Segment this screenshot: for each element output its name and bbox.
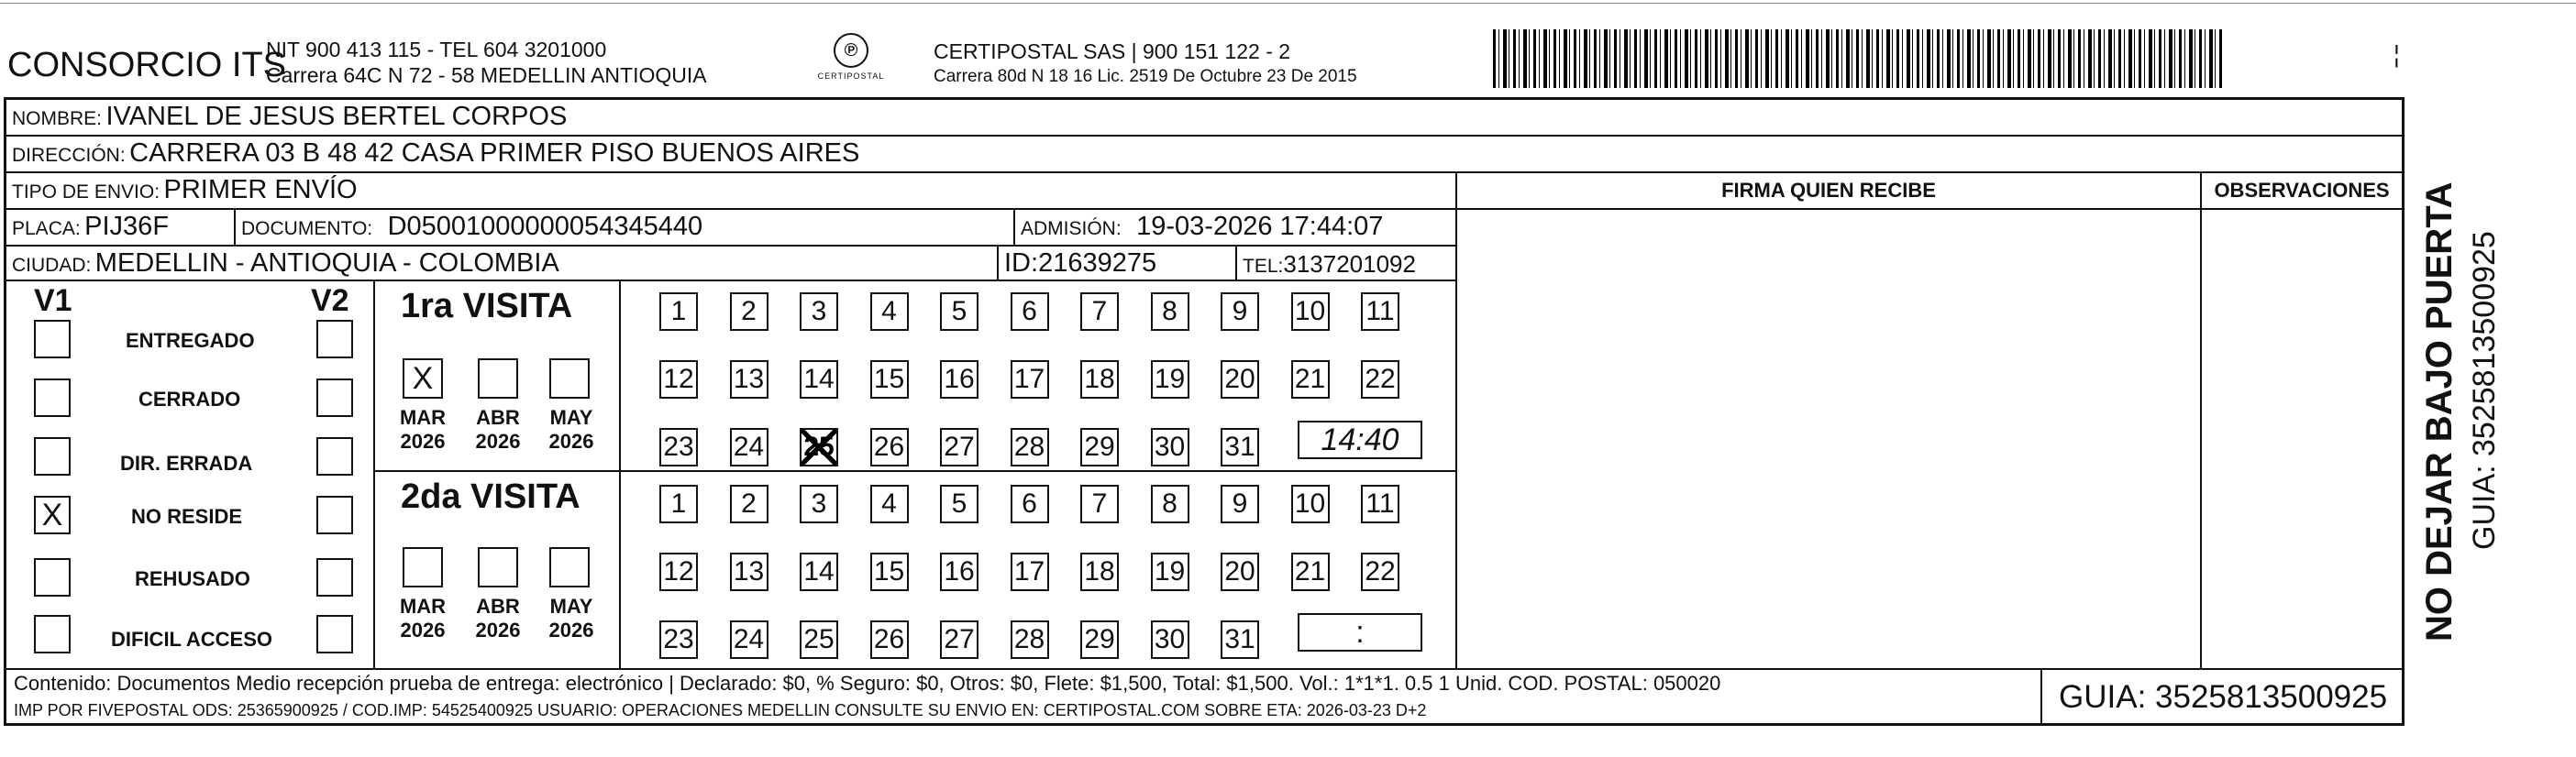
status-entregado: ENTREGADO — [126, 329, 255, 352]
divider — [2200, 171, 2202, 668]
day-box[interactable]: 24 — [730, 428, 768, 466]
visit1-title: 1ra VISITA — [401, 287, 573, 325]
month-year: 2026 — [475, 430, 521, 453]
v2-checkbox-dificil-acceso[interactable] — [316, 615, 353, 653]
month-year: 2026 — [548, 619, 594, 642]
day-box[interactable]: 20 — [1221, 360, 1259, 399]
visit1-month-abr — [470, 406, 525, 454]
day-box[interactable]: 31 — [1221, 620, 1259, 659]
documento-label: DOCUMENTO: — [241, 218, 373, 239]
admision-cell — [1021, 212, 1383, 242]
id-value: 21639275 — [1038, 248, 1157, 278]
month-name: ABR — [476, 406, 520, 429]
visit1-month-may-checkbox[interactable] — [549, 358, 590, 399]
day-box[interactable]: 27 — [940, 620, 978, 659]
day-box[interactable]: 7 — [1080, 485, 1119, 523]
day-box[interactable]: 29 — [1080, 428, 1119, 466]
v2-checkbox-rehusado[interactable] — [316, 558, 353, 597]
footer-imp: IMP POR FIVEPOSTAL ODS: 25365900925 / COD.IMP: 54525400925 USUARIO: OPERACIONES MEDELLIN CONSULTE SU ENVIO EN: CERTIPOSTAL.COM SOBRE ETA: 2026-03-23 D+2 — [14, 701, 1427, 719]
day-box[interactable]: 14 — [800, 553, 838, 591]
status-dir-errada: DIR. ERRADA — [120, 452, 253, 475]
month-year: 2026 — [548, 430, 594, 453]
v1-checkbox-no-reside[interactable]: X — [34, 496, 71, 534]
divider — [1455, 171, 1457, 668]
company-nit: NIT 900 413 115 - TEL 604 3201000 — [266, 38, 607, 61]
day-box[interactable]: 12 — [659, 360, 698, 399]
day-box[interactable]: 15 — [870, 360, 909, 399]
divider — [6, 171, 2402, 173]
day-box[interactable]: 5 — [940, 485, 978, 523]
day-box[interactable]: 8 — [1151, 292, 1189, 331]
visit2-month-may-checkbox[interactable] — [549, 547, 590, 587]
nombre-label: NOMBRE: — [12, 108, 103, 129]
company-info — [266, 37, 707, 88]
footer-contenido: Contenido: Documentos Medio recepción prueba de entrega: electrónico | Declarado: $0, % Seguro: $0, Otros: $0, Flete: $1,500, Total: $1,500. Vol.: 1*1*1. 0.5 1 Unid. COD. POSTAL: 050020 — [14, 672, 1721, 695]
day-box[interactable]: 10 — [1291, 485, 1330, 523]
day-box[interactable]: 24 — [730, 620, 768, 659]
carrier-info — [934, 38, 1357, 90]
day-box[interactable]: 20 — [1221, 553, 1259, 591]
day-box[interactable]: 26 — [870, 620, 909, 659]
edge-mark: ¦ — [2394, 40, 2400, 68]
day-box[interactable]: 9 — [1221, 292, 1259, 331]
visit1-month-mar — [395, 406, 450, 454]
nombre-row — [12, 102, 567, 132]
day-box[interactable]: 13 — [730, 553, 768, 591]
visit1-month-abr-checkbox[interactable] — [478, 358, 518, 399]
day-box[interactable]: 25 — [800, 428, 838, 466]
ciudad-label: CIUDAD: — [12, 255, 92, 276]
day-box[interactable]: 6 — [1011, 485, 1049, 523]
divider — [6, 208, 2402, 210]
divider — [6, 135, 2402, 137]
visit2-month-mar — [395, 595, 450, 642]
day-box[interactable]: 28 — [1011, 428, 1049, 466]
day-box[interactable]: 22 — [1361, 553, 1399, 591]
day-box[interactable]: 2 — [730, 485, 768, 523]
admision-value: 19-03-2026 17:44:07 — [1136, 212, 1384, 241]
tipo-label: TIPO DE ENVIO: — [12, 181, 160, 203]
carrier-license: Carrera 80d N 18 16 Lic. 2519 De Octubre 23 De 2015 — [934, 67, 1357, 86]
tel-cell — [1243, 250, 1416, 279]
day-box[interactable]: 4 — [870, 292, 909, 331]
id-cell — [1004, 248, 1156, 279]
delivery-form — [4, 97, 2405, 726]
day-box[interactable]: 8 — [1151, 485, 1189, 523]
divider — [997, 245, 999, 280]
visit1-time[interactable]: 14:40 — [1298, 421, 1422, 459]
visit2-month-may — [544, 595, 599, 642]
v2-checkbox-entregado[interactable] — [316, 320, 353, 358]
tel-label: TEL: — [1243, 256, 1284, 277]
day-box[interactable]: 2 — [730, 292, 768, 331]
day-box[interactable]: 22 — [1361, 360, 1399, 399]
divider — [6, 245, 1455, 247]
v2-checkbox-cerrado[interactable] — [316, 378, 353, 417]
day-box[interactable]: 21 — [1291, 553, 1330, 591]
side-warning: NO DEJAR BAJO PUERTA — [2419, 181, 2460, 642]
day-box[interactable]: 18 — [1080, 553, 1119, 591]
observaciones-header: OBSERVACIONES — [2214, 179, 2390, 202]
placa-cell — [12, 212, 169, 242]
day-box[interactable]: 3 — [800, 485, 838, 523]
documento-value: D05001000000054345440 — [387, 212, 703, 241]
certipostal-logo-icon: ℗ — [834, 33, 868, 68]
company-name: CONSORCIO ITS — [7, 46, 287, 84]
day-box[interactable]: 16 — [940, 553, 978, 591]
day-box[interactable]: 26 — [870, 428, 909, 466]
ciudad-value: MEDELLIN - ANTIOQUIA - COLOMBIA — [94, 248, 559, 278]
day-box[interactable]: 10 — [1291, 292, 1330, 331]
placa-label: PLACA: — [12, 218, 81, 239]
direccion-label: DIRECCIÓN: — [12, 145, 126, 166]
day-box[interactable]: 19 — [1151, 553, 1189, 591]
visit2-month-abr — [470, 595, 525, 642]
day-box[interactable]: 11 — [1361, 292, 1399, 331]
day-box[interactable]: 30 — [1151, 428, 1189, 466]
day-box[interactable]: 7 — [1080, 292, 1119, 331]
nombre-value: IVANEL DE JESUS BERTEL CORPOS — [105, 102, 568, 131]
status-no-reside: NO RESIDE — [131, 505, 243, 528]
documento-cell — [241, 212, 702, 242]
month-year: 2026 — [475, 619, 521, 642]
visit1-month-mar-checkbox[interactable]: X — [403, 358, 443, 399]
v1-checkbox-dir-errada[interactable] — [34, 437, 71, 476]
firma-header: FIRMA QUIEN RECIBE — [1721, 179, 1936, 202]
visit1-month-may — [544, 406, 599, 454]
month-year: 2026 — [400, 619, 446, 642]
day-box[interactable]: 13 — [730, 360, 768, 399]
day-box[interactable]: 19 — [1151, 360, 1189, 399]
month-name: MAR — [399, 595, 447, 618]
day-box[interactable]: 11 — [1361, 485, 1399, 523]
day-box[interactable]: 30 — [1151, 620, 1189, 659]
visit2-time[interactable]: : — [1298, 613, 1422, 652]
visit2-title: 2da VISITA — [401, 477, 580, 516]
v1-checkbox-cerrado[interactable] — [34, 378, 71, 417]
day-box[interactable]: 23 — [659, 428, 698, 466]
carrier-nit: CERTIPOSTAL SAS | 900 151 122 - 2 — [934, 39, 1291, 63]
visit2-month-mar-checkbox[interactable] — [403, 547, 443, 587]
tipo-value: PRIMER ENVÍO — [163, 175, 358, 204]
day-box[interactable]: 23 — [659, 620, 698, 659]
direccion-value: CARRERA 03 B 48 42 CASA PRIMER PISO BUENOS AIRES — [129, 138, 860, 168]
visit2-month-abr-checkbox[interactable] — [478, 547, 518, 587]
day-box[interactable]: 9 — [1221, 485, 1259, 523]
day-box[interactable]: 5 — [940, 292, 978, 331]
status-dificil-acceso: DIFICIL ACCESO — [111, 628, 273, 651]
day-box[interactable]: 25 — [800, 620, 838, 659]
day-box[interactable]: 17 — [1011, 553, 1049, 591]
month-name: MAY — [549, 595, 593, 618]
barcode — [1493, 29, 2223, 88]
admision-label: ADMISIÓN: — [1021, 218, 1122, 239]
month-name: MAY — [549, 406, 593, 429]
divider — [373, 470, 1455, 472]
tel-value: 3137201092 — [1283, 250, 1416, 278]
divider — [1013, 208, 1015, 245]
v1-header: V1 — [34, 283, 72, 318]
divider — [619, 280, 621, 668]
divider — [6, 668, 2402, 670]
day-box[interactable]: 28 — [1011, 620, 1049, 659]
side-guia: GUIA: 3525813500925 — [2467, 231, 2502, 550]
day-box[interactable]: 6 — [1011, 292, 1049, 331]
logo-text: CERTIPOSTAL — [817, 71, 885, 81]
day-box[interactable]: 14 — [800, 360, 838, 399]
divider — [1235, 245, 1237, 280]
day-box[interactable]: 31 — [1221, 428, 1259, 466]
divider — [234, 208, 236, 245]
placa-value: PIJ36F — [84, 212, 170, 241]
v2-header: V2 — [311, 283, 349, 318]
company-address: Carrera 64C N 72 - 58 MEDELLIN ANTIOQUIA — [266, 63, 707, 87]
certipostal-logo — [814, 33, 888, 84]
day-box[interactable]: 27 — [940, 428, 978, 466]
month-name: ABR — [476, 595, 520, 618]
day-box[interactable]: 15 — [870, 553, 909, 591]
status-cerrado: CERRADO — [138, 388, 241, 411]
v1-checkbox-entregado[interactable] — [34, 320, 71, 358]
day-box[interactable]: 17 — [1011, 360, 1049, 399]
day-box[interactable]: 1 — [659, 292, 698, 331]
v2-checkbox-no-reside[interactable] — [316, 496, 353, 534]
divider — [373, 280, 375, 668]
v1-checkbox-rehusado[interactable] — [34, 558, 71, 597]
month-year: 2026 — [400, 430, 446, 453]
ciudad-cell — [12, 248, 559, 279]
v2-checkbox-dir-errada[interactable] — [316, 437, 353, 476]
day-box[interactable]: 21 — [1291, 360, 1330, 399]
tipo-row — [12, 175, 358, 205]
day-box[interactable]: 4 — [870, 485, 909, 523]
direccion-row — [12, 138, 859, 169]
status-rehusado: REHUSADO — [135, 567, 250, 590]
divider — [2040, 668, 2042, 723]
day-box[interactable]: 18 — [1080, 360, 1119, 399]
footer-guia: GUIA: 3525813500925 — [2059, 679, 2388, 715]
day-box[interactable]: 16 — [940, 360, 978, 399]
v1-checkbox-dificil-acceso[interactable] — [34, 615, 71, 653]
day-box[interactable]: 3 — [800, 292, 838, 331]
day-box[interactable]: 12 — [659, 553, 698, 591]
top-edge-line — [0, 3, 2576, 4]
day-box[interactable]: 29 — [1080, 620, 1119, 659]
id-label: ID: — [1004, 248, 1039, 278]
month-name: MAR — [399, 406, 447, 429]
divider — [6, 280, 1455, 281]
day-box[interactable]: 1 — [659, 485, 698, 523]
